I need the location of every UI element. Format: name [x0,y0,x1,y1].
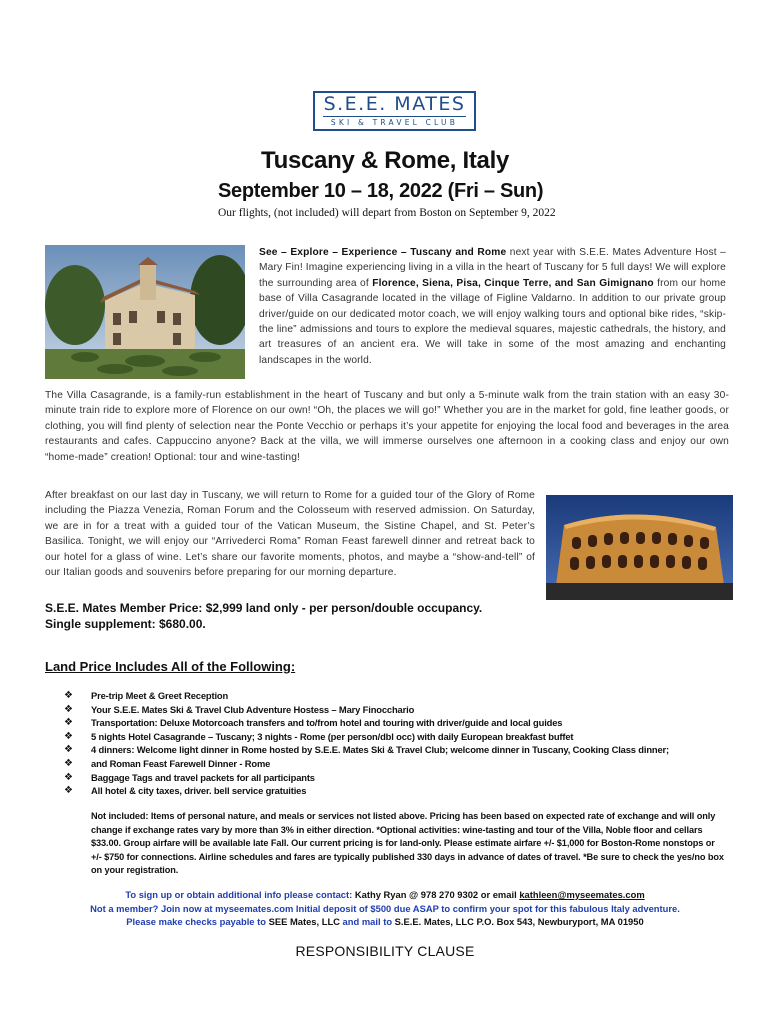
contact-line-1-person: Kathy Ryan @ 978 270 9302 or email [354,889,520,900]
member-price [45,600,482,632]
responsibility-clause-heading: RESPONSIBILITY CLAUSE [295,943,475,959]
list-item: ❖ 5 nights Hotel Casagrande – Tuscany; 3 nights - Rome (per person/dbl occ) with daily European breakfast buffet [64,730,574,742]
diamond-bullet-icon: ❖ [64,703,73,715]
villa-photo [45,245,245,379]
email-link[interactable]: kathleen@myseemates.com [519,889,645,900]
list-item: ❖ and Roman Feast Farewell Dinner - Rome [64,757,271,769]
mailing-address: S.E.E. Mates, LLC P.O. Box 543, Newburyport, MA 01950 [394,916,644,927]
diamond-bullet-icon: ❖ [64,730,73,742]
list-item: ❖ Pre-trip Meet & Greet Reception [64,690,229,701]
page-title: Tuscany & Rome, Italy [261,147,509,174]
diamond-bullet-icon: ❖ [64,744,73,756]
not-included-note: Not included: Items of personal nature, and meals or services not listed above. Pricing has been based on expected rate of exchange and will only change if exchange rates vary by more than 3% in either direction. *Optional activities: wine-tasting and tour of the Villa, Noble floor and cellars $33.00. Group airfare will be available late Fall. Our current pricing is for land-only. Please estimate airfare +/- $1,000 for Boston-Rome nonstops or +/- $750 for connections. Airline schedules and fares are typically published 330 days in advance of dates of travel. *Be sure to check the yes/no box on your registration. [91,811,724,876]
club-logo [313,91,476,131]
intro-lead: See – Explore – Experience – Tuscany and Rome [259,247,507,258]
list-item: ❖ Your S.E.E. Mates Ski & Travel Club Adventure Hostess – Mary Finocchario [64,703,415,715]
villa-paragraph: The Villa Casagrande, is a family-run establishment in the heart of Tuscany and but only a 5-minute walk from the train station with an easy 30-minute train ride to explore more of Florence on our own! “Oh, the places we will go!” Whether you are in the market for gold, fine leather goods, or clothing, you will find plenty of selection near the Ponte Vecchio or perhaps it’s your appetite for enjoying the local food and beverages in the area restaurants and cafes. Cappuccino anyone? Back at the villa, we will immerse ourselves one afternoon in a cooking class and enjoy our own “home-made” creation! Optional: tour and wine-tasting! [45,390,729,463]
includes-list [64,689,744,798]
logo-subtitle: SKI & TRAVEL CLUB [323,116,466,128]
diamond-bullet-icon: ❖ [64,785,73,797]
intro-text-1: next year with S.E.E. Mates Adventure Host – Mary Fin! Imagine experiencing living in a villa in the heart of Tuscany for 5 full days! We will explore the surrounding area of [259,247,726,289]
list-item: ❖ Transportation: Deluxe Motorcoach transfers and to/from hotel and touring with driver/guide and local guides [64,717,563,729]
colosseum-photo [546,495,733,600]
intro-text-2: from our home base of Villa Casagrande located in the village of Figline Valdarno. In addition to our private group driver/guide on our dedicated motor coach, we will enjoy walking tours and optional bike rides, “skip-the line” admissions and tours to explore the medieval squares, majestic cathedrals, the history, and art treasures of an ancient era. We will take in some of the most amazing and enchanting landscapes in the world. [259,277,727,366]
flight-note: Our flights, (not included) will depart from Boston on September 9, 2022 [218,207,556,219]
diamond-bullet-icon: ❖ [64,757,73,769]
contact-info [0,888,770,929]
contact-line-3-intro: Please make checks payable to [126,916,269,927]
diamond-bullet-icon: ❖ [64,717,73,729]
includes-heading: Land Price Includes All of the Following: [45,659,296,674]
diamond-bullet-icon: ❖ [64,690,73,701]
contact-line-2: Not a member? Join now at myseemates.com Initial deposit of $500 due ASAP to confirm your spot for this fabulous Italy adventure. [90,902,680,914]
intro-paragraph [259,245,726,368]
list-item: ❖ Baggage Tags and travel packets for all participants [64,771,315,783]
contact-line-1-intro: To sign up or obtain additional info please contact: [125,889,355,900]
list-item: ❖ 4 dinners: Welcome light dinner in Rome hosted by S.E.E. Mates Ski & Travel Club; welcome dinner in Tuscany, Cooking Class dinner; [64,744,670,756]
logo-name: S.E.E. MATES [323,93,466,115]
list-item: ❖ All hotel & city taxes, driver. bell service gratuities [64,785,307,797]
trip-dates: September 10 – 18, 2022 (Fri – Sun) [218,180,544,202]
diamond-bullet-icon: ❖ [64,771,73,783]
contact-line-3-mail: and mail to [339,916,395,927]
rome-paragraph: After breakfast on our last day in Tuscany, we will return to Rome for a guided tour of the Glory of Rome including the Piazza Venezia, Roman Forum and the Colosseum with reserved admission. On Saturday, we are in for a treat with a guided tour of the Vatican Museum, the Sistine Chapel, and St. Peter’s Basilica. Tonight, we will enjoy our “Arrivederci Roma” Roman Feast farewell dinner and retreat back to our hotel for a glass of wine. Let’s share our favorite moments, photos, and maybe a “show-and-tell” of our Italian goods and souvenirs before preparing for our morning departure. [45,490,535,579]
payee-name: SEE Mates, LLC [268,916,340,927]
price-line-2: Single supplement: $680.00. [45,617,206,631]
price-line-1: S.E.E. Mates Member Price: $2,999 land only - per person/double occupancy. [45,601,483,615]
intro-places: Florence, Siena, Pisa, Cinque Terre, and San Gimignano [372,277,654,289]
